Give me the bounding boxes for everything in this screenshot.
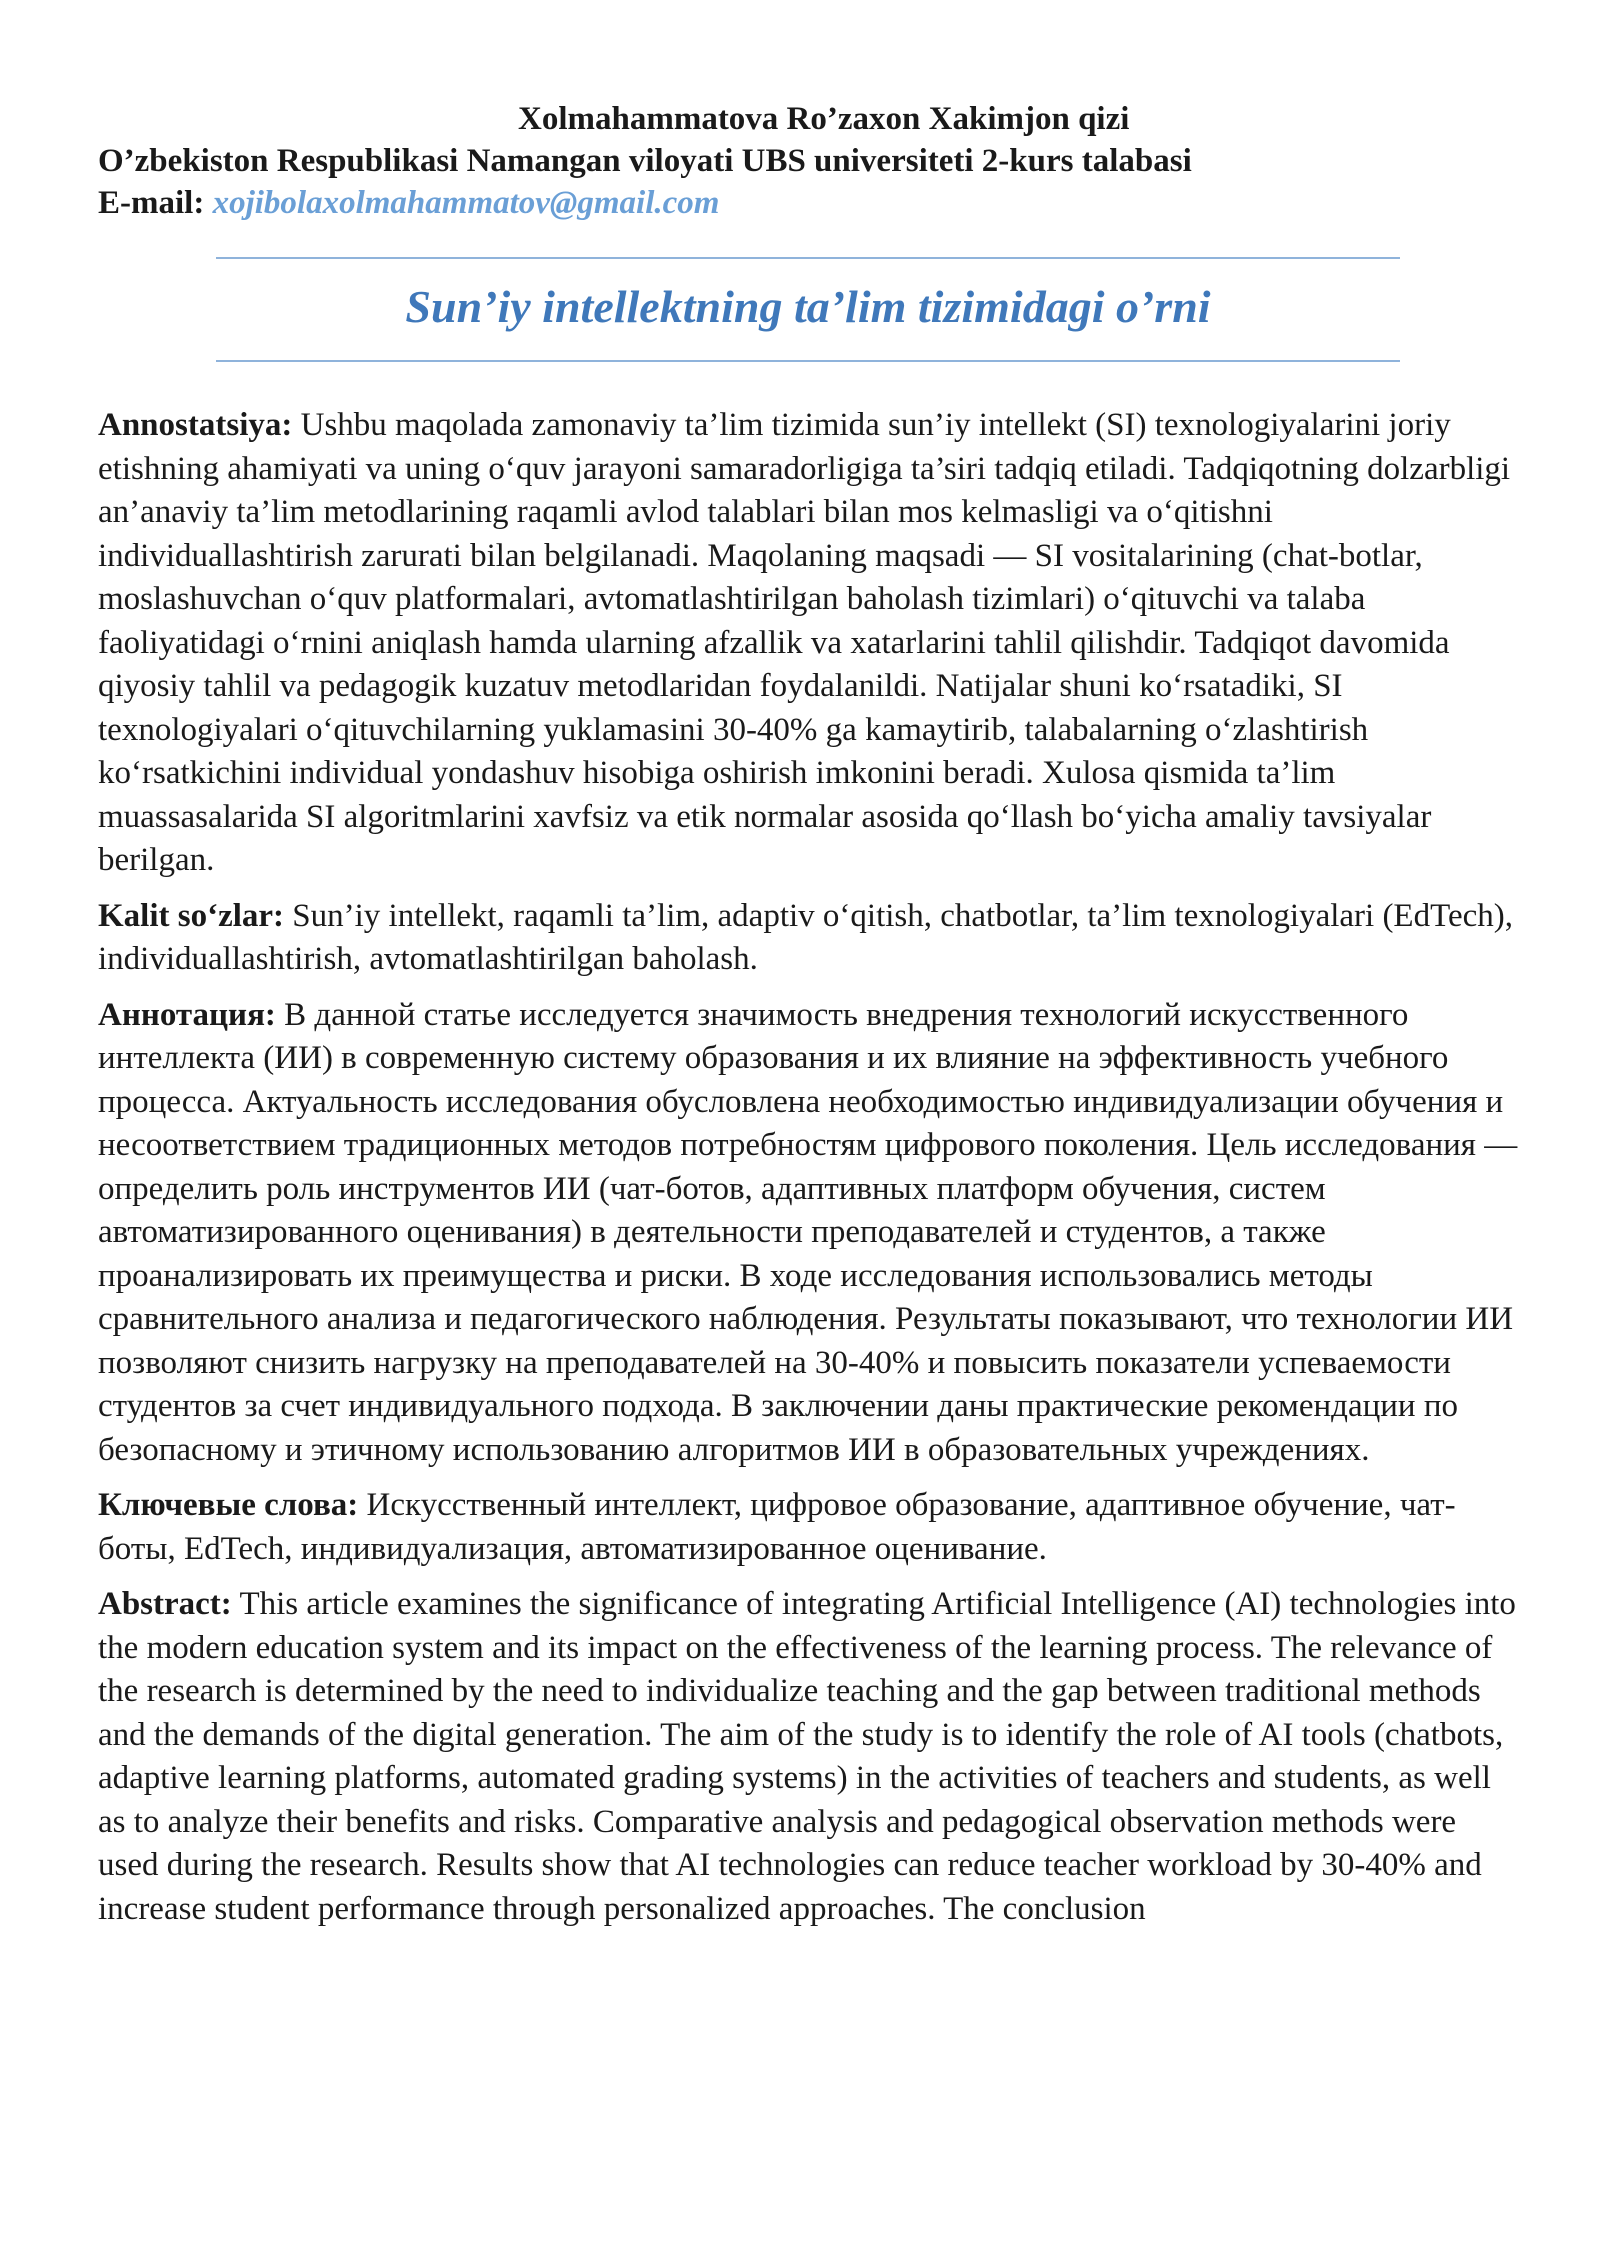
abstract-english-label: Abstract: (98, 1586, 232, 1622)
abstract-english (98, 1583, 1518, 1931)
abstract-russian (98, 994, 1518, 1473)
document-page (98, 98, 1518, 1931)
keywords-russian-label: Ключевые слова: (98, 1487, 359, 1523)
abstract-english-text: This article examines the significance of integrating Artificial Intelligence (AI) technologies into the modern education system and its impact on the effectiveness of the learning process. The relevance of the research is determined by the need to individualize teaching and the gap between traditional methods and the demands of the digital generation. The aim of the study is to identify the role of AI tools (chatbots, adaptive learning platforms, automated grading systems) in the activities of teachers and students, as well as to analyze their benefits and risks. Comparative analysis and pedagogical observation methods were used during the research. Results show that AI technologies can reduce teacher workload by 30-40% and increase student performance through personalized approaches. The conclusion (98, 1586, 1516, 1927)
abstract-russian-label: Аннотация: (98, 996, 276, 1033)
abstract-uzbek (98, 404, 1518, 883)
title-block (216, 257, 1400, 362)
abstract-uzbek-label: Annostatsiya: (98, 407, 293, 443)
keywords-russian (98, 1484, 1518, 1571)
author-affiliation: O’zbekiston Respublikasi Namangan viloyati UBS universiteti 2-kurs talabasi (98, 143, 1192, 179)
abstract-uzbek-text: Ushbu maqolada zamonaviy ta’lim tizimida sun’iy intellekt (SI) texnologiyalarini joriy etishning ahamiyati va uning o‘quv jarayoni samaradorligiga ta’siri tadqiq etiladi. Tadqiqotning dolzarbligi an’anaviy ta’lim metodlarining raqamli avlod talablari bilan mos kelmasligi va o‘qitishni individuallashtirish zarurati bilan belgilanadi. Maqolaning maqsadi — SI vositalarining (chat-botlar, moslashuvchan o‘quv platformalari, avtomatlashtirilgan baholash tizimlari) o‘qituvchi va talaba faoliyatidagi o‘rnini aniqlash hamda ularning afzallik va xatarlarini tahlil qilishdir. Tadqiqot davomida qiyosiy tahlil va pedagogik kuzatuv metodlaridan foydalanildi. Natijalar shuni ko‘rsatadiki, SI texnologiyalari o‘qituvchilarning yuklamasini 30-40% ga kamaytirib, talabalarning o‘zlashtirish ko‘rsatkichini individual yondashuv hisobiga oshirish imkonini beradi. Xulosa qismida ta’lim muassasalarida SI algoritmlarini xavfsiz va etik normalar asosida qo‘llash bo‘yicha amaliy tavsiyalar berilgan. (98, 407, 1511, 878)
article-title: Sun’iy intellektning ta’lim tizimidagi o’rni (405, 281, 1211, 332)
keywords-uzbek-text: Sun’iy intellekt, raqamli ta’lim, adaptiv o‘qitish, chatbotlar, ta’lim texnologiyalari (EdTech), individuallashtirish, avtomatlashtirilgan baholash. (98, 897, 1513, 977)
keywords-russian-text: Искусственный интеллект, цифровое образование, адаптивное обучение, чат-боты, EdTech, индивидуализация, автоматизированное оценивание. (98, 1487, 1456, 1567)
email-line (98, 182, 1518, 224)
abstract-russian-text: В данной статье исследуется значимость внедрения технологий искусственного интеллекта (ИИ) в современную систему образования и их влияние на эффективность учебного процесса. Актуальность исследования обусловлена необходимостью индивидуализации обучения и несоответствием традиционных методов потребностям цифрового поколения. Цель исследования — определить роль инструментов ИИ (чат-ботов, адаптивных платформ обучения, систем автоматизированного оценивания) в деятельности преподавателей и студентов, а также проанализировать их преимущества и риски. В ходе исследования использовались методы сравнительного анализа и педагогического наблюдения. Результаты показывают, что технологии ИИ позволяют снизить нагрузку на преподавателей на 30-40% и повысить показатели успеваемости студентов за счет индивидуального подхода. В заключении даны практические рекомендации по безопасному и этичному использованию алгоритмов ИИ в образовательных учреждениях. (98, 996, 1518, 1468)
title-top-rule (216, 257, 1400, 259)
email-label: E-mail: (98, 185, 205, 221)
title-bottom-rule (216, 360, 1400, 362)
email-link[interactable]: xojibolaxolmahammatov@gmail.com (212, 185, 720, 221)
keywords-uzbek (98, 895, 1518, 982)
author-name: Xolmahammatova Ro’zaxon Xakimjon qizi (518, 101, 1130, 137)
keywords-uzbek-label: Kalit so‘zlar: (98, 897, 285, 934)
